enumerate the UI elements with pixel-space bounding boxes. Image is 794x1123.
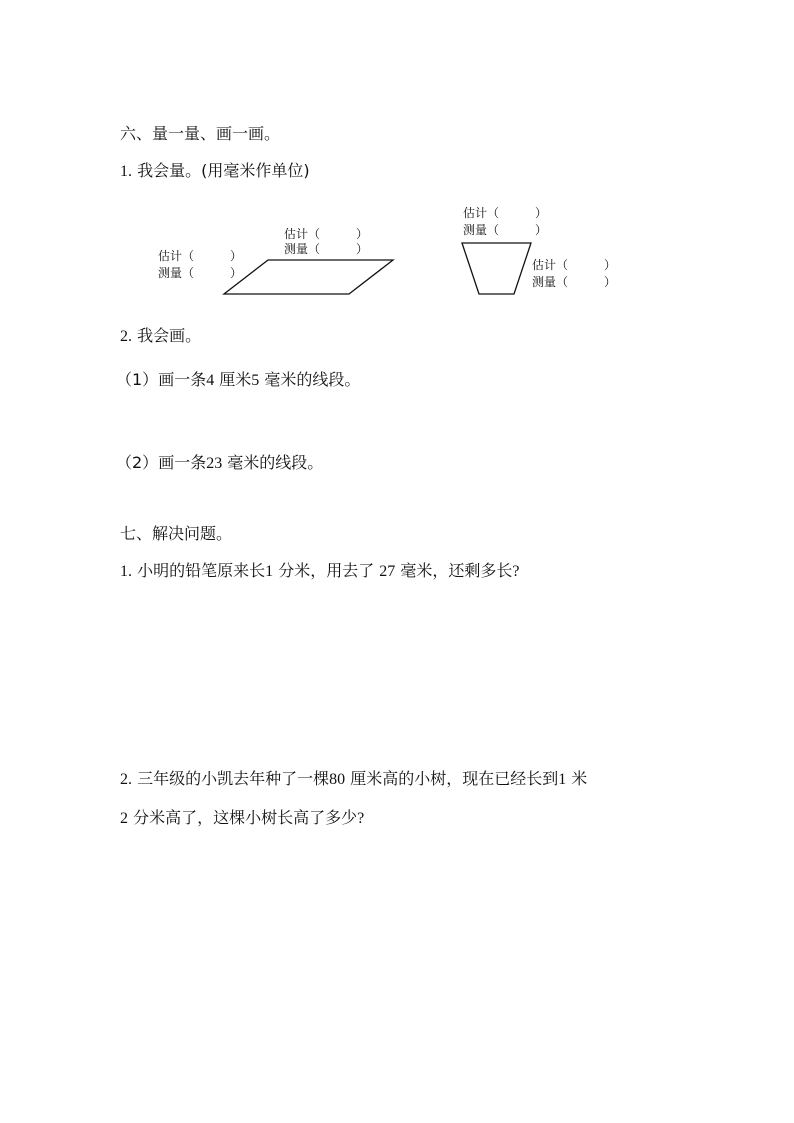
parallelogram-left-estimate-label: 估计（ ） [158,249,243,263]
text-part: 画一条 [158,453,207,472]
text-part: 毫米，还剩多长 [395,561,513,580]
measure-figures [0,0,794,320]
number-value: 5 [251,372,260,389]
text-part: 三年级的小凯去年种了一棵 [137,769,330,788]
question-number: 2. [120,328,132,345]
text-part: 厘米高的小树，现在已经长到 [345,769,559,788]
problem-2-line-2 [120,808,364,829]
question-2-1 [116,370,360,391]
section-6-heading: 六、量一量、画一画。 [120,124,281,143]
question-text: 我会画。 [137,326,202,345]
question-mark: ? [357,810,365,827]
question-2-draw [120,326,201,347]
parallelogram-top-estimate-label: 估计（ ） [284,227,369,241]
question-2-2 [116,453,323,474]
trapezoid-top-measure-label: 测量（ ） [463,223,548,237]
text-part: 小明的铅笔原来长 [137,561,266,580]
question-mark: ? [512,563,520,580]
number-value: 2 [120,810,128,827]
text-part: 分米高了，这棵小树长高了多少 [128,808,358,827]
section-7-heading: 七、解决问题。 [120,524,233,543]
subquestion-number: （2） [116,453,159,472]
text-part: 厘米 [214,370,252,389]
trapezoid-shape [462,243,531,294]
question-text: 我会量。(用毫米作单位) [137,161,310,180]
number-value: 23 [206,455,223,472]
problem-1 [120,561,520,582]
question-number: 2. [120,771,132,788]
number-value: 80 [329,771,346,788]
question-number: 1. [120,563,132,580]
trapezoid-right-estimate-label: 估计（ ） [532,258,617,272]
number-value: 27 [379,563,396,580]
text-part: 毫米的线段。 [259,370,361,389]
number-value: 1 [265,563,274,580]
text-part: 分米，用去了 [273,561,380,580]
text-part: 画一条 [158,370,207,389]
number-value: 4 [206,372,215,389]
parallelogram-top-measure-label: 测量（ ） [284,242,369,256]
question-number: 1. [120,163,132,180]
problem-2-line-1 [120,769,587,790]
text-part: 毫米的线段。 [222,453,324,472]
trapezoid-right-measure-label: 测量（ ） [532,275,617,289]
trapezoid-top-estimate-label: 估计（ ） [463,206,548,220]
subquestion-number: （1） [116,370,159,389]
text-part: 米 [566,769,588,788]
parallelogram-shape [224,260,393,294]
number-value: 1 [558,771,567,788]
parallelogram-left-measure-label: 测量（ ） [158,266,243,280]
